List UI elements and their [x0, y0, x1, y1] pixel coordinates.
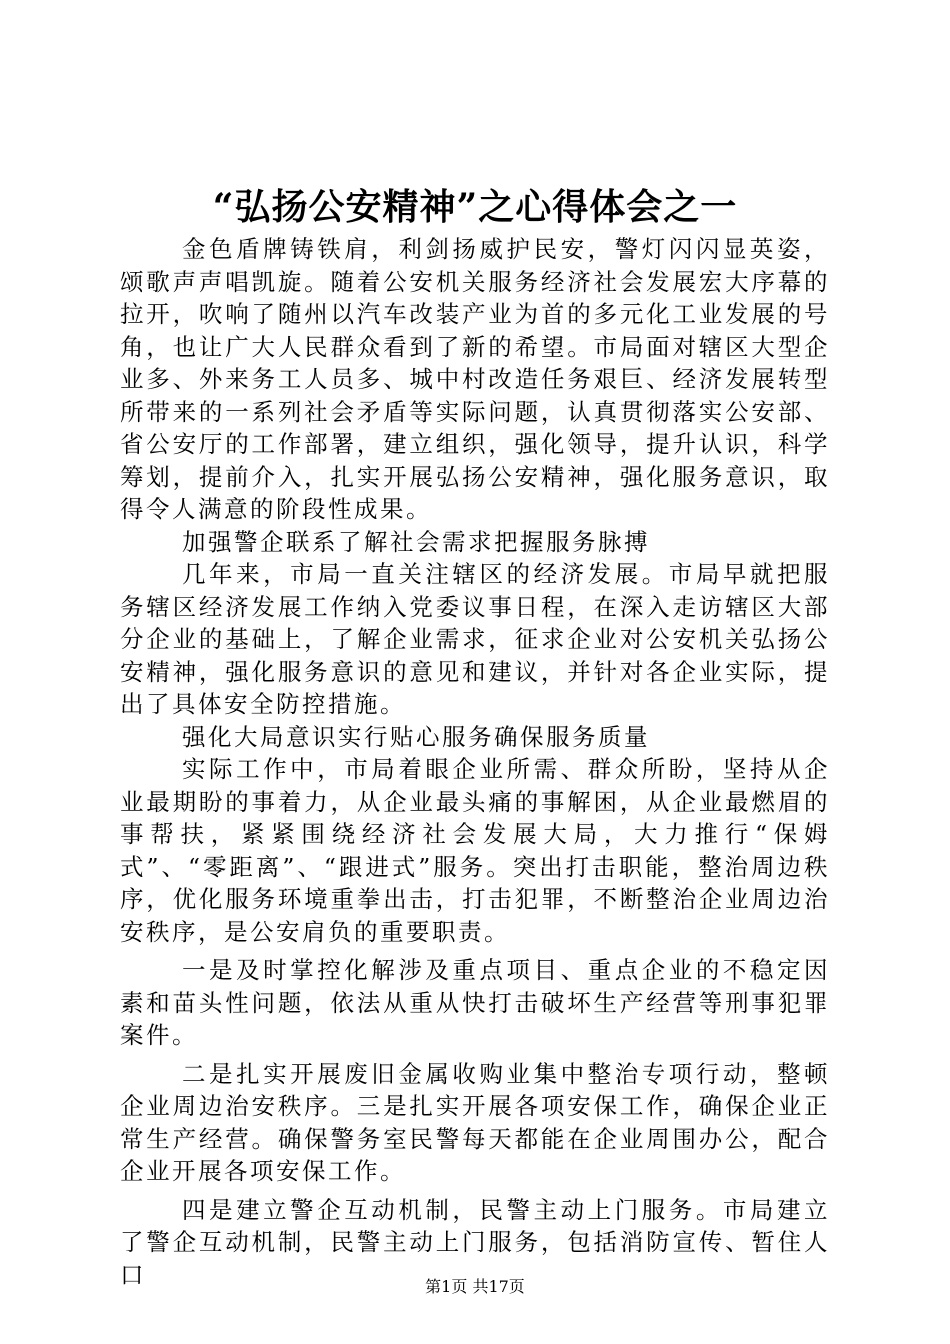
paragraph-point-four: 四是建立警企互动机制，民警主动上门服务。市局建立了警企互动机制，民警主动上门服务，包括消防宣传、暂住人口 [120, 1195, 830, 1289]
document-body [120, 233, 830, 1291]
paragraph-intro: 金色盾牌铸铁肩，利剑扬威护民安，警灯闪闪显英姿，颂歌声声唱凯旋。随着公安机关服务经济社会发展宏大序幕的拉开，吹响了随州以汽车改装产业为首的多元化工业发展的号角，也让广大人民群众看到了新的希望。市局面对辖区大型企业多、外来务工人员多、城中村改造任务艰巨、经济发展转型所带来的一系列社会矛盾等实际问题，认真贯彻落实公安部、省公安厅的工作部署，建立组织，强化领导，提升认识，科学筹划，提前介入，扎实开展弘扬公安精神，强化服务意识，取得令人满意的阶段性成果。 [120, 235, 830, 523]
paragraph-service: 实际工作中，市局着眼企业所需、群众所盼，坚持从企业最期盼的事着力，从企业最头痛的事解困，从企业最燃眉的事帮扶，紧紧围绕经济社会发展大局，大力推行“保姆式”、“零距离”、“跟进式”服务。突出打击职能，整治周边秩序，优化服务环境重拳出击，打击犯罪，不断整治企业周边治安秩序，是公安肩负的重要职责。 [120, 755, 830, 946]
section-heading-liaison: 加强警企联系了解社会需求把握服务脉搏 [182, 527, 650, 556]
page-number-footer: 第1页 共17页 [425, 1277, 525, 1296]
document-title: “弘扬公安精神”之心得体会之一 [212, 186, 738, 228]
paragraph-liaison: 几年来，市局一直关注辖区的经济发展。市局早就把服务辖区经济发展工作纳入党委议事日程，在深入走访辖区大部分企业的基础上，了解企业需求，征求企业对公安机关弘扬公安精神，强化服务意识的意见和建议，并针对各企业实际，提出了具体安全防控措施。 [120, 560, 830, 718]
paragraph-point-one: 一是及时掌控化解涉及重点项目、重点企业的不稳定因素和苗头性问题，依法从重从快打击破坏生产经营等刑事犯罪案件。 [120, 956, 830, 1049]
paragraph-point-two-three: 二是扎实开展废旧金属收购业集中整治专项行动，整顿企业周边治安秩序。三是扎实开展各项安保工作，确保企业正常生产经营。确保警务室民警每天都能在企业周围办公，配合企业开展各项安保工作。 [120, 1059, 830, 1185]
section-heading-service: 强化大局意识实行贴心服务确保服务质量 [182, 722, 650, 751]
